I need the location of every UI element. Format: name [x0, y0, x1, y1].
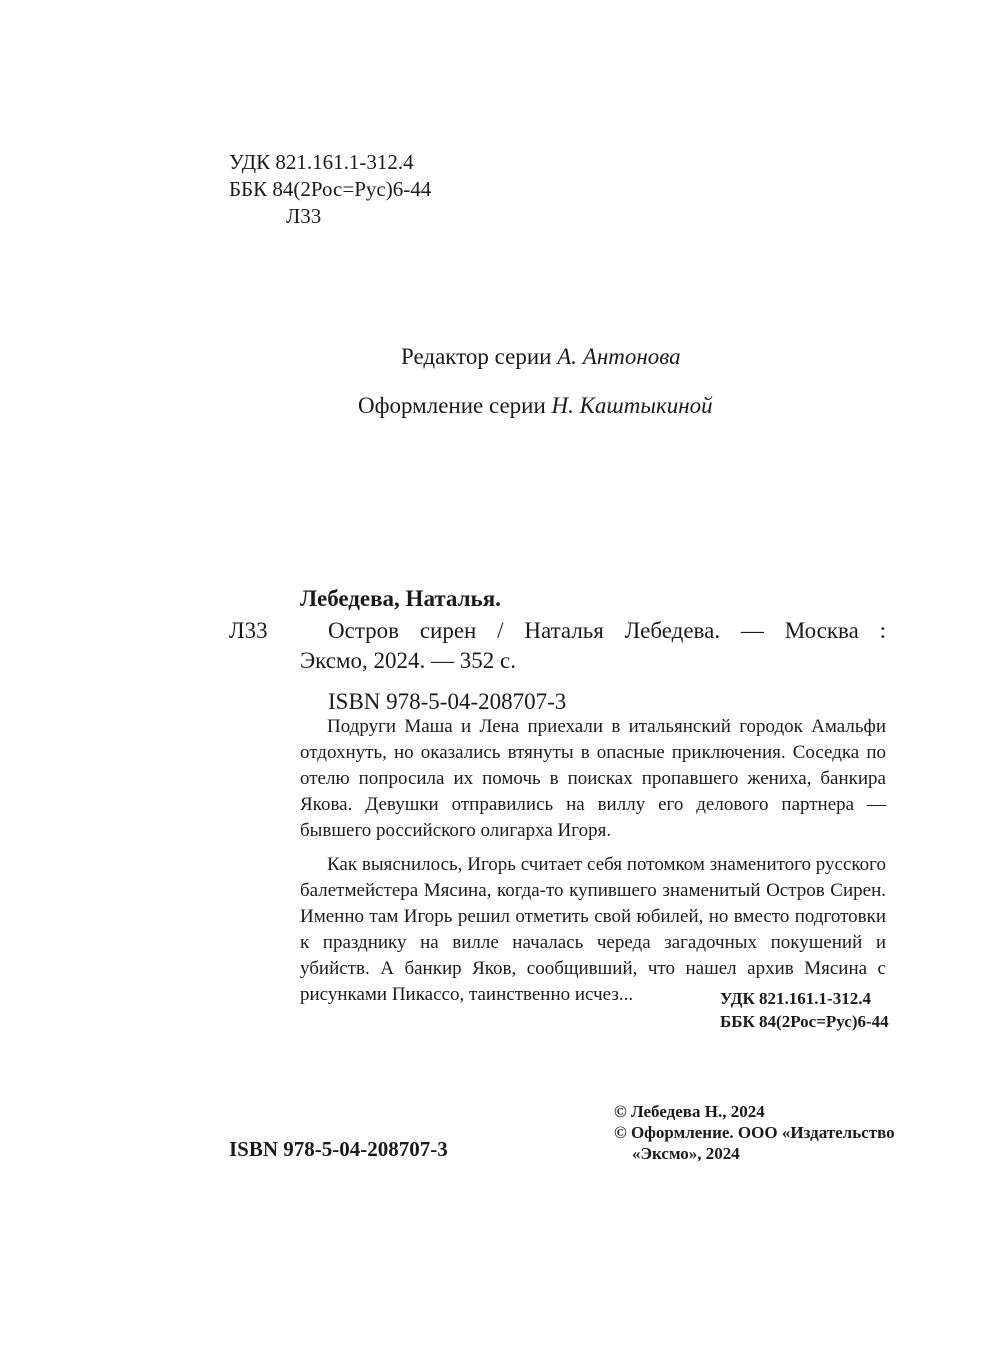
series-design-credit	[358, 393, 713, 419]
series-editor-label: Редактор серии	[401, 344, 552, 369]
catalog-annotation	[300, 714, 886, 1008]
copyright-design-line-2: «Эксмо», 2024	[632, 1144, 740, 1163]
catalog-title-line-2: Эксмо, 2024. — 352 с.	[300, 648, 517, 673]
series-editor-name: А. Антонова	[557, 344, 681, 369]
footer-isbn: ISBN 978-5-04-208707-3	[229, 1137, 448, 1161]
catalog-bbk-code: ББК 84(2Рос=Рус)6-44	[720, 1012, 889, 1031]
catalog-isbn: ISBN 978-5-04-208707-3	[328, 689, 567, 714]
series-design-label: Оформление серии	[358, 393, 546, 418]
series-design-name: Н. Каштыкиной	[551, 393, 713, 418]
catalog-udk-code: УДК 821.161.1-312.4	[720, 989, 871, 1008]
catalog-author-mark: Л33	[229, 618, 268, 643]
top-author-mark: Л33	[286, 204, 322, 228]
annotation-paragraph: Подруги Маша и Лена приехали в итальянский городок Амальфи отдохнуть, но оказались втянуты в опасные приключения. Соседка по отелю попросила их помочь в поисках пропавшего жениха, банкира Якова. Девушки отправились на виллу его делового партнера — бывшего российского олигарха Игоря.	[300, 716, 886, 841]
copyright-design-line-1: © Оформление. ООО «Издательство	[614, 1123, 895, 1142]
top-bbk-code: ББК 84(2Рос=Рус)6-44	[229, 177, 432, 201]
catalog-title-line-1: Остров сирен / Наталья Лебедева. — Москва :	[328, 618, 886, 643]
copyright-author: © Лебедева Н., 2024	[614, 1102, 765, 1121]
series-editor-credit	[401, 344, 681, 370]
top-udk-code: УДК 821.161.1-312.4	[229, 150, 414, 174]
annotation-paragraph: Как выяснилось, Игорь считает себя потомком знаменитого русского балетмейстера Мясина, когда-то купившего знаменитый Остров Сирен. Именно там Игорь решил отметить свой юбилей, но вместо подготовки к празднику на вилле началась череда загадочных покушений и убийств. А банкир Яков, сообщивший, что нашел архив Мясина с рисунками Пикассо, таинственно исчез...	[300, 854, 886, 1005]
catalog-author-heading: Лебедева, Наталья.	[300, 586, 501, 611]
